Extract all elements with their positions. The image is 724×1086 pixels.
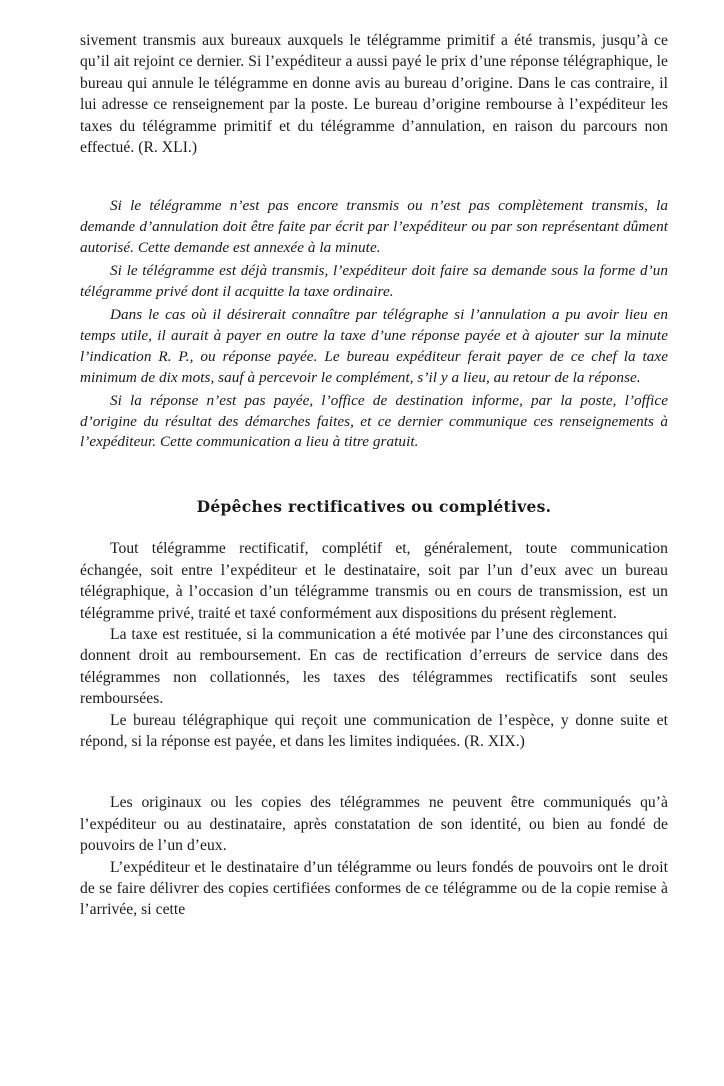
- document-page: [80, 30, 668, 921]
- rectificatives-section: [80, 538, 668, 752]
- body-paragraph: Le bureau télégraphique qui reçoit une communication de l’espèce, y donne suite et répond, si la réponse est payée, et dans les limites indiquées. (R. XIX.): [80, 711, 668, 750]
- body-paragraph: Tout télégramme rectificatif, complétif et, généralement, toute communication échangée, soit entre l’expéditeur et le destinataire, soit par l’un d’eux avec un bureau télégraphique, à l’occasion d’un télégramme transmis ou en cours de transmission, est un télégramme privé, traité et taxé conformément aux dispositions du présent règlement.: [80, 540, 668, 622]
- body-paragraph: L’expéditeur et le destinataire d’un télégramme ou leurs fondés de pouvoirs ont le droit de se faire délivrer des copies certifiées conformes de ce télégramme ou de la copie remise à l’arrivée, si cette: [80, 858, 668, 919]
- body-paragraph: sivement transmis aux bureaux auxquels le télégramme primitif a été transmis, jusqu’à ce qu’il ait rejoint ce dernier. Si l’expéditeur a aussi payé le prix d’une réponse télégraphique, le bureau qui annule le télégramme en donne avis au bureau d’origine. Dans le cas contraire, il lui adresse ce renseignement par la poste. Le bureau d’origine rembourse à l’expéditeur les taxes du télégramme primitif et du télégramme d’annulation, en raison du parcours non effectué. (R. XLI.): [80, 32, 668, 157]
- annulation-notes: [80, 196, 668, 453]
- section-heading: Dépêches rectificatives ou complétives.: [196, 497, 552, 517]
- italic-note-paragraph: Dans le cas où il désirerait connaître par télégraphe si l’annulation a pu avoir lieu en temps utile, il aurait à payer en outre la taxe d’une réponse payée et à ajouter sur la minute l’indication R. P., ou réponse payée. Le bureau expéditeur ferait payer de ce chef la taxe minimum de dix mots, sauf à percevoir le complément, s’il y a lieu, au retour de la réponse.: [80, 305, 668, 386]
- italic-note-paragraph: Si le télégramme est déjà transmis, l’expéditeur doit faire sa demande sous la forme d’un télégramme privé dont il acquitte la taxe ordinaire.: [80, 262, 668, 301]
- copies-section: [80, 792, 668, 920]
- italic-note-paragraph: Si le télégramme n’est pas encore transmis ou n’est pas complètement transmis, la demande d’annulation doit être faite par écrit par l’expéditeur ou par son représentant dûment autorisé. Cette demande est annexée à la minute.: [80, 197, 668, 257]
- body-paragraph: La taxe est restituée, si la communication a été motivée par l’une des circonstances qui donnent droit au remboursement. En cas de rectification d’erreurs de service dans des télégrammes non collationnés, les taxes des télégrammes rectificatifs sont seules remboursées.: [80, 625, 668, 708]
- italic-note-paragraph: Si la réponse n’est pas payée, l’office de destination informe, par la poste, l’office d’origine du résultat des démarches faites, et ce dernier communique ces renseignements à l’expéditeur. Cette communication a lieu à titre gratuit.: [80, 391, 668, 451]
- annulation-section: [80, 30, 668, 158]
- body-paragraph: Les originaux ou les copies des télégrammes ne peuvent être communiqués qu’à l’expéditeur ou au destinataire, après constatation de son identité, ou bien au fondé de pouvoirs de l’un d’eux.: [80, 794, 668, 855]
